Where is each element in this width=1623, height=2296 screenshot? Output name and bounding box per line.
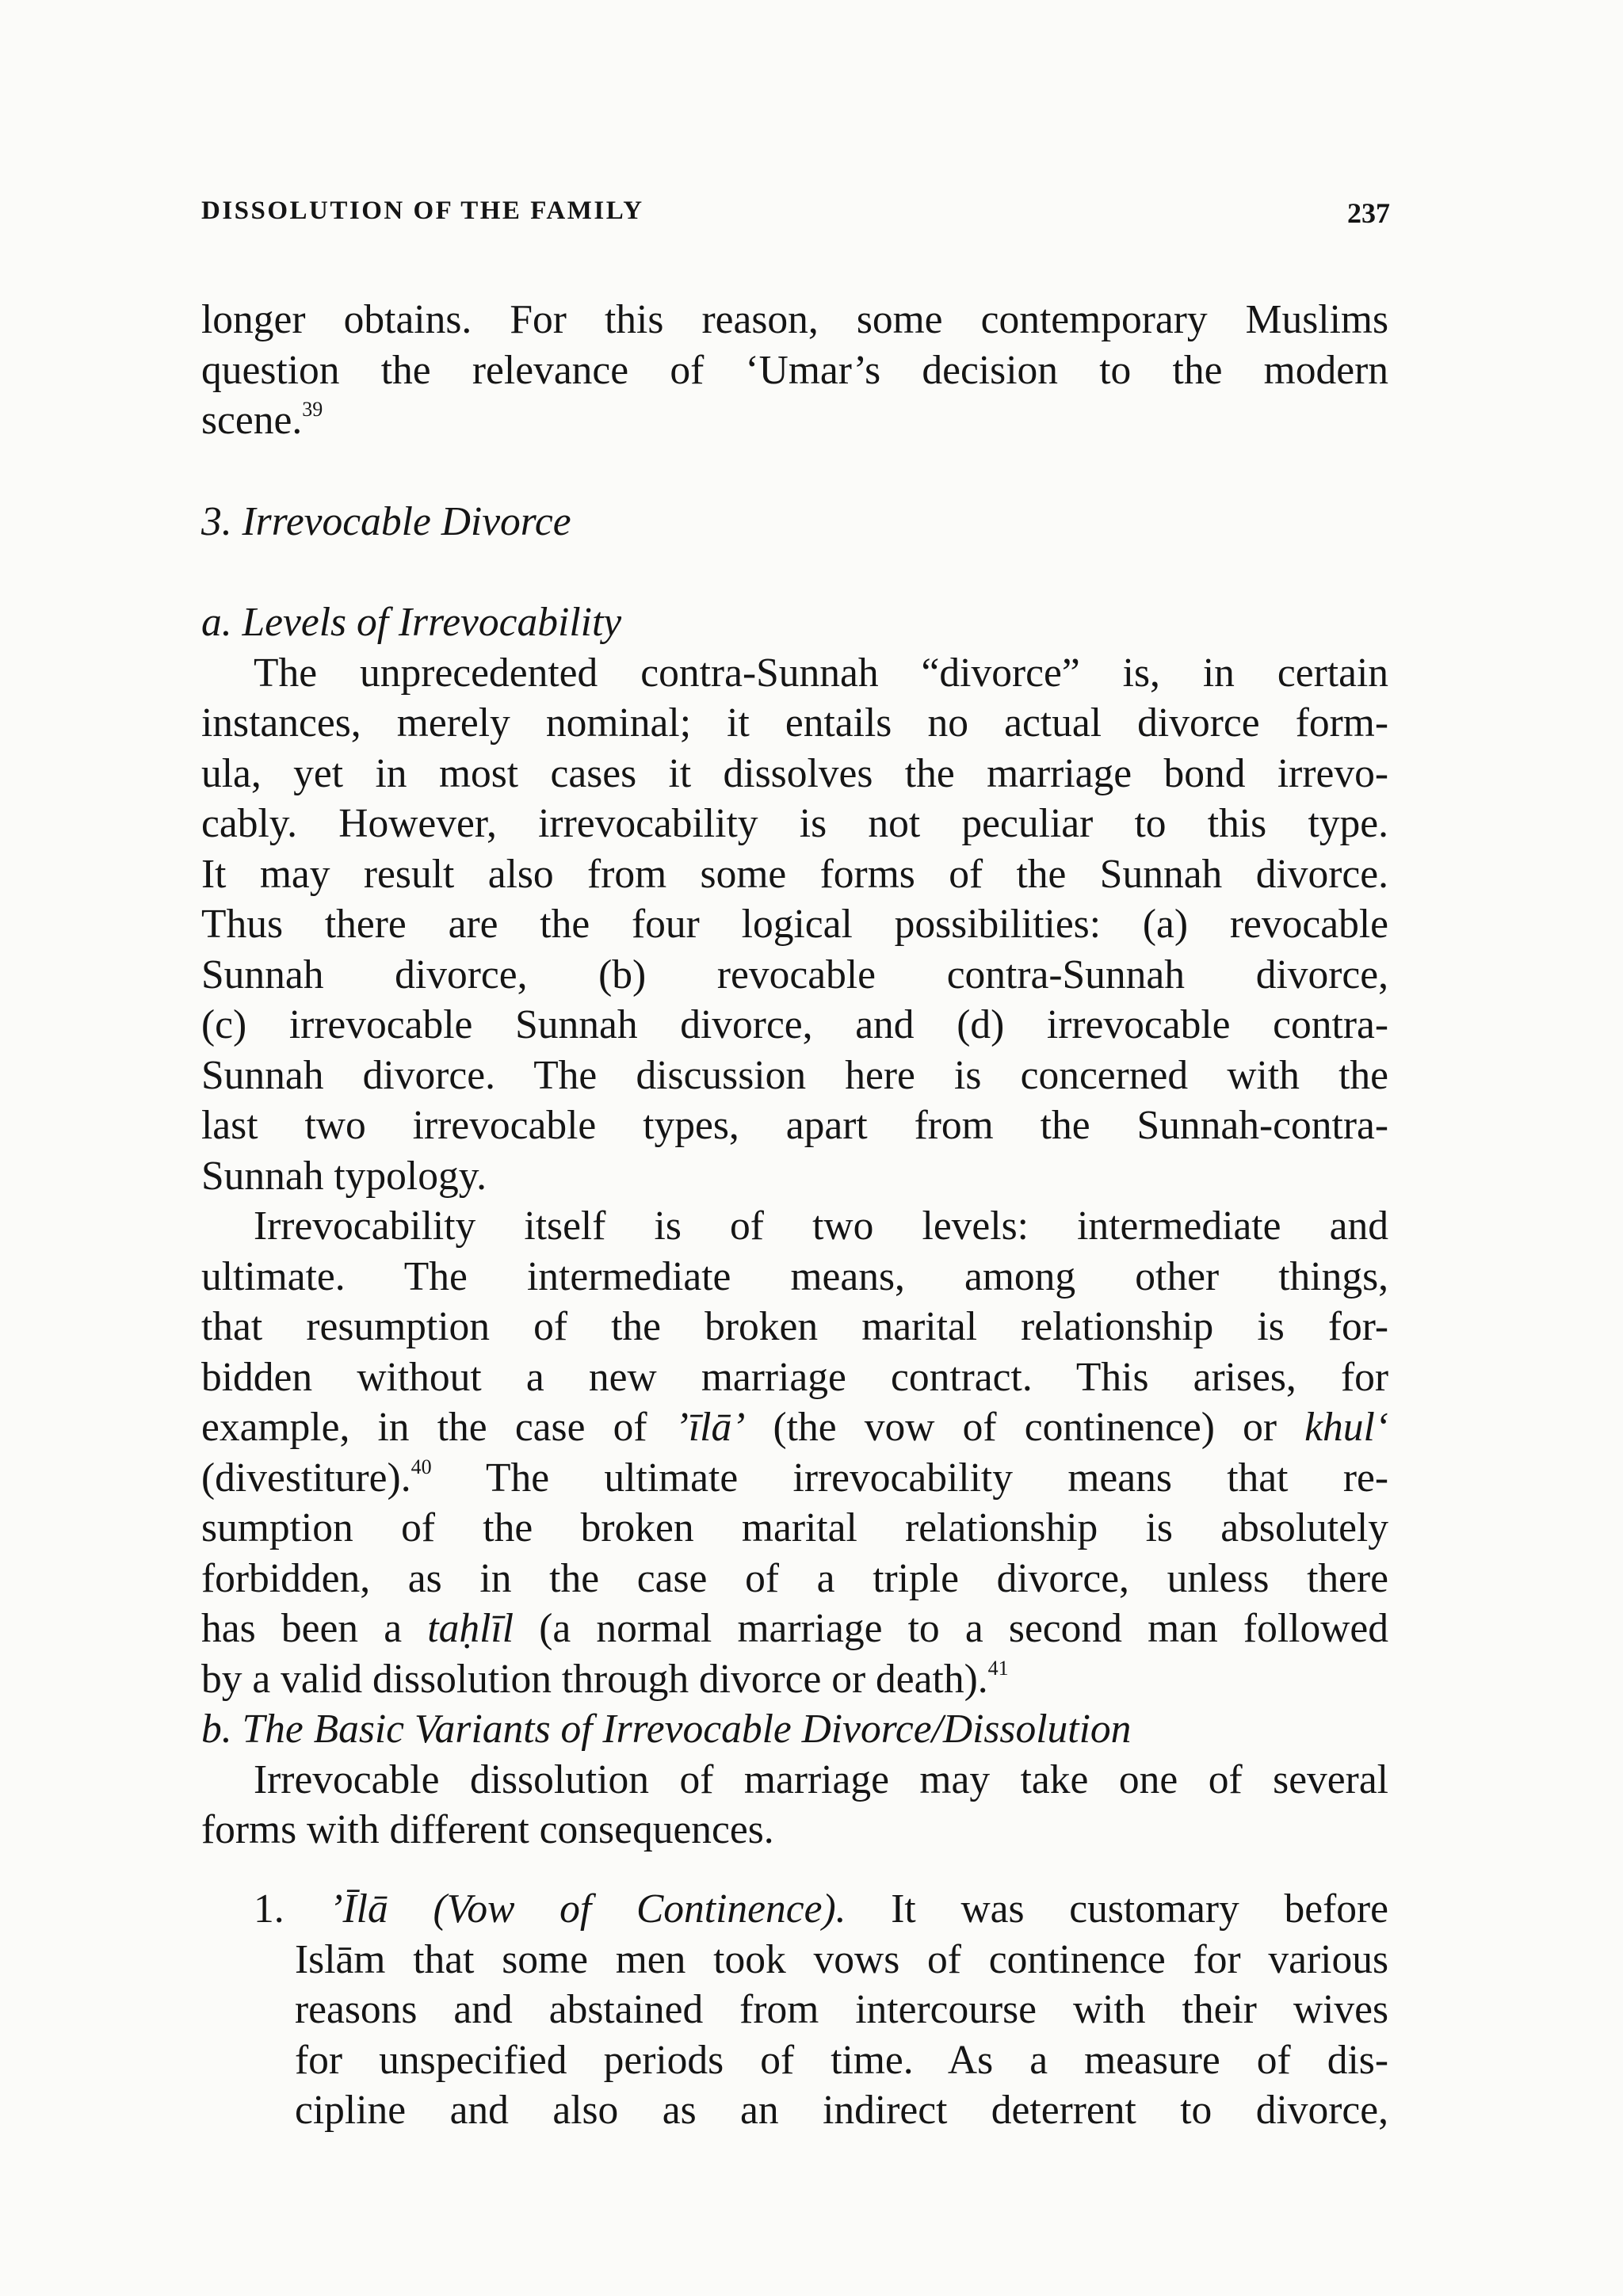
list-item-line: for unspecified periods of time. As a measure of dis- (295, 2037, 1388, 2083)
list-item-line: Islām that some men took vows of continence for various (295, 1936, 1388, 1982)
subsection-heading-a: a. Levels of Irrevocability (201, 600, 622, 645)
paragraph-line: forbidden, as in the case of a triple divorce, unless there (201, 1555, 1388, 1601)
term-ila: ’īlā’ (674, 1405, 746, 1450)
paragraph-line: instances, merely nominal; it entails no actual divorce form- (201, 700, 1388, 746)
list-item-line: 1. ’Īlā (Vow of Continence). It was customary before (254, 1886, 1389, 1932)
paragraph-line: cably. However, irrevocability is not peculiar to this type. (201, 801, 1388, 846)
running-head: DISSOLUTION OF THE FAMILY (201, 196, 644, 225)
list-item-line: cipline and also as an indirect deterrent to divorce, (295, 2088, 1388, 2133)
page-number: 237 (1347, 197, 1390, 229)
paragraph-line: sumption of the broken marital relationship is absolutely (201, 1505, 1388, 1550)
paragraph-line: Sunnah divorce. The discussion here is concerned with the (201, 1052, 1388, 1098)
list-number: 1. (254, 1886, 285, 1932)
list-item-title: ’Īlā (Vow of Continence). (329, 1886, 846, 1932)
footnote-ref: 41 (987, 1656, 1009, 1680)
term-tahlil: taḥlīl (427, 1606, 514, 1651)
paragraph-line: forms with different consequences. (201, 1807, 774, 1852)
paragraph-line: ultimate. The intermediate means, among other things, (201, 1253, 1388, 1299)
paragraph-line: Irrevocability itself is of two levels: intermediate and (254, 1203, 1388, 1249)
paragraph-line: Sunnah typology. (201, 1153, 487, 1199)
paragraph-line: It may result also from some forms of the Sunnah divorce. (201, 851, 1388, 897)
page-header (201, 196, 1390, 231)
paragraph-line: Irrevocable dissolution of marriage may take one of several (254, 1756, 1388, 1802)
paragraph-line: (divestiture).$^{40}$ The ultimate irrevocability means that re- (201, 1455, 1388, 1501)
main-text (201, 295, 1388, 1855)
paragraph-line: that resumption of the broken marital relationship is for- (201, 1304, 1388, 1349)
paragraph-line: question the relevance of ‘Umar’s decision to the modern (201, 347, 1388, 393)
paragraph-line: Thus there are the four logical possibilities: (a) revocable (201, 902, 1388, 947)
subsection-heading-b: b. The Basic Variants of Irrevocable Divorce/Dissolution (201, 1707, 1132, 1752)
paragraph-line: bidden without a new marriage contract. This arises, for (201, 1354, 1388, 1400)
paragraph-line: (c) irrevocable Sunnah divorce, and (d) irrevocable contra- (201, 1002, 1388, 1047)
paragraph-line: longer obtains. For this reason, some contemporary Muslims (201, 297, 1388, 342)
section-heading: 3. Irrevocable Divorce (201, 498, 571, 544)
paragraph-line: ula, yet in most cases it dissolves the marriage bond irrevo- (201, 750, 1388, 796)
footnote-ref: 39 (302, 398, 323, 421)
paragraph-line: has been a taḥlīl (a normal marriage to a second man followed (201, 1606, 1389, 1651)
paragraph-line: by a valid dissolution through divorce or death).$^{41}$ (201, 1656, 1009, 1702)
footnote-ref: 40 (411, 1455, 432, 1478)
numbered-list (254, 1884, 1388, 2136)
list-item-line: reasons and abstained from intercourse with their wives (295, 1987, 1388, 2032)
term-khul: khul‘ (1304, 1405, 1388, 1450)
paragraph-line: example, in the case of ’īlā’ (the vow of continence) or khul‘ (201, 1405, 1388, 1450)
paragraph-line: last two irrevocable types, apart from the Sunnah-contra- (201, 1103, 1388, 1148)
paragraph-line: scene.$^{39}$ (201, 398, 323, 443)
paragraph-line: Sunnah divorce, (b) revocable contra-Sunnah divorce, (201, 952, 1388, 997)
paragraph-line: The unprecedented contra-Sunnah “divorce” is, in certain (254, 650, 1388, 696)
